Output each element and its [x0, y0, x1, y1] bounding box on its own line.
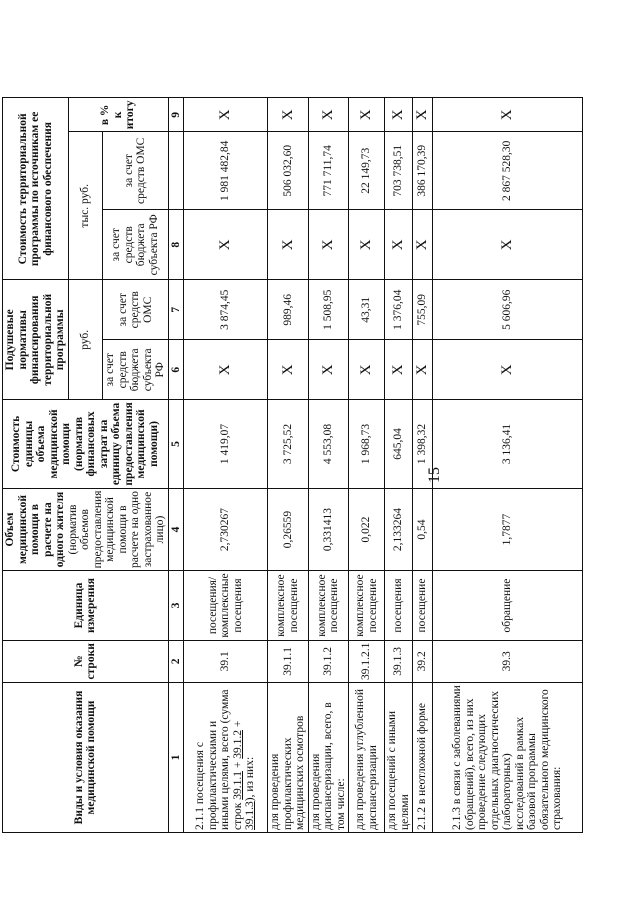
row-norm-oms: 989,46 — [268, 280, 309, 340]
column-index: 1 — [168, 683, 184, 833]
table-row — [433, 98, 583, 833]
row-volume: 2,730267 — [184, 488, 268, 571]
header-unit: Единица измерения — [3, 571, 169, 640]
row-volume: 0,331413 — [308, 488, 349, 571]
row-norm-oms: 1 508,95 — [308, 280, 349, 340]
column-index: 8 — [168, 210, 184, 280]
table-row — [349, 98, 385, 833]
row-number: 39.1.2 — [308, 640, 349, 682]
row-cost: 645,04 — [385, 400, 413, 488]
row-norm-budget: X — [385, 340, 413, 400]
row-volume: 2,133264 — [385, 488, 413, 571]
row-unit: комплексное посещение — [268, 571, 309, 640]
row-total-budget: X — [349, 210, 385, 280]
column-index: 7 — [168, 280, 184, 340]
row-number: 39.1 — [184, 640, 268, 682]
header-row-number: № строки — [3, 640, 169, 682]
row-total-budget: X — [385, 210, 413, 280]
row-percent: X — [308, 98, 349, 132]
row-cost: 3 136,41 — [433, 400, 583, 488]
row-total-budget: X — [268, 210, 309, 280]
row-percent: X — [268, 98, 309, 132]
column-index: 6 — [168, 340, 184, 400]
column-index-row — [168, 98, 184, 833]
header-total: Стоимость территориальной программы по источникам ее финансового обеспечения — [3, 98, 69, 280]
row-total-oms: 1 981 482,84 — [184, 132, 268, 210]
row-percent: X — [433, 98, 583, 132]
header-total-oms: за счет средств ОМС — [103, 132, 169, 210]
row-total-oms: 2 867 528,30 — [433, 132, 583, 210]
program-cost-table — [2, 97, 583, 833]
header-total-unit: тыс. руб. — [68, 132, 103, 280]
row-percent: X — [385, 98, 413, 132]
row-norm-oms: 5 606,96 — [433, 280, 583, 340]
header-type: Виды и условия оказания медицинской помощи — [3, 683, 169, 833]
header-volume-top: Объем медицинской помощи в расчете на одного жителя — [4, 491, 66, 568]
row-name: для проведения профилактических медицинских осмотров — [268, 683, 309, 833]
row-norm-budget: X — [268, 340, 309, 400]
column-index: 5 — [168, 400, 184, 488]
column-index: 2 — [168, 640, 184, 682]
row-number: 39.1.2.1 — [349, 640, 385, 682]
row-name: 2.1.1 посещения с профилактическими и иными целями, всего (сумма строк 39.1.1 + 39.1.2 + 39.1.3), из них: — [184, 683, 268, 833]
column-index — [168, 132, 184, 210]
row-number: 39.1.1 — [268, 640, 309, 682]
row-unit: посещения — [385, 571, 413, 640]
row-cost: 4 553,08 — [308, 400, 349, 488]
page-number: 15 — [426, 467, 443, 483]
column-index: 9 — [168, 98, 184, 132]
row-norm-budget: X — [184, 340, 268, 400]
row-unit: посещение — [413, 571, 433, 640]
row-norm-budget: X — [433, 340, 583, 400]
row-name-text: 2.1.1 посещения с профилактическими и иными целями, всего (сумма строк — [194, 689, 244, 830]
table-row — [184, 98, 268, 833]
row-unit: комплексное посещение — [308, 571, 349, 640]
row-total-budget: X — [184, 210, 268, 280]
row-norm-oms: 43,31 — [349, 280, 385, 340]
row-volume: 0,54 — [413, 488, 433, 571]
row-number: 39.1.3 — [385, 640, 413, 682]
row-unit: комплексное посещение — [349, 571, 385, 640]
column-index: 3 — [168, 571, 184, 640]
row-volume: 1,7877 — [433, 488, 583, 571]
row-norm-oms: 755,09 — [413, 280, 433, 340]
row-unit: посещения/комплексные посещения — [184, 571, 268, 640]
row-name-tail: ), из них: — [244, 756, 257, 802]
row-number: 39.3 — [433, 640, 583, 682]
header-norm-budget: за счет средств бюджета субъекта РФ — [103, 340, 169, 400]
row-unit: обращение — [433, 571, 583, 640]
row-total-oms: 703 738,51 — [385, 132, 413, 210]
header-norms-unit: руб. — [68, 280, 103, 400]
row-total-budget: X — [308, 210, 349, 280]
row-norm-oms: 1 376,04 — [385, 280, 413, 340]
row-name: для проведения диспансеризации, всего, в том числе: — [308, 683, 349, 833]
row-percent: X — [413, 98, 433, 132]
header-volume-bottom: (норматив объемов предоставления медицинской помощи в расчете на одно застрахованное лицо) — [66, 490, 166, 569]
row-cost: 1 398,32 — [413, 400, 433, 488]
header-norms: Подушевые нормативы финансирования территориальной программы — [3, 280, 69, 400]
row-name: 2.1.2 в неотложной форме — [413, 683, 433, 833]
row-cost: 3 725,52 — [268, 400, 309, 488]
row-total-budget: X — [433, 210, 583, 280]
header-percent: в % к итогу — [68, 98, 168, 132]
row-link[interactable]: 39.1.1 — [231, 771, 244, 800]
header-total-budget: за счет средств бюджета субъекта РФ — [103, 210, 169, 280]
table-row — [413, 98, 433, 833]
row-total-oms: 22 149,73 — [349, 132, 385, 210]
header-cost: Стоимость единицы объема медицинской помощи (норматив финансовых затрат на единицу объема предоставления медицинской помощи) — [3, 400, 169, 488]
row-percent: X — [349, 98, 385, 132]
row-norm-oms: 3 874,45 — [184, 280, 268, 340]
row-cost: 1 968,73 — [349, 400, 385, 488]
row-cost: 1 419,07 — [184, 400, 268, 488]
row-link[interactable]: 39.1.2 — [231, 730, 244, 759]
row-volume: 0,26559 — [268, 488, 309, 571]
header-volume — [3, 488, 169, 571]
table-row — [308, 98, 349, 833]
table-row — [268, 98, 309, 833]
row-name: для посещений с иными целями — [385, 683, 413, 833]
row-norm-budget: X — [308, 340, 349, 400]
row-total-oms: 386 170,39 — [413, 132, 433, 210]
row-total-oms: 506 032,60 — [268, 132, 309, 210]
row-total-oms: 771 711,74 — [308, 132, 349, 210]
row-link[interactable]: 39.1.3 — [244, 801, 257, 830]
header-norm-oms: за счет средств ОМС — [103, 280, 169, 340]
row-name: 2.1.3 в связи с заболеваниями (обращений), всего, из них проведение следующих отдельных диагностических (лабораторных) исследований в рамках базовой программы обязательного медицинского страхования: — [433, 683, 583, 833]
row-total-budget: X — [413, 210, 433, 280]
row-percent: X — [184, 98, 268, 132]
column-index: 4 — [168, 488, 184, 571]
table-row — [385, 98, 413, 833]
row-norm-budget: X — [349, 340, 385, 400]
row-norm-budget: X — [413, 340, 433, 400]
row-volume: 0,022 — [349, 488, 385, 571]
row-number: 39.2 — [413, 640, 433, 682]
row-name: для проведения углубленной диспансеризации — [349, 683, 385, 833]
